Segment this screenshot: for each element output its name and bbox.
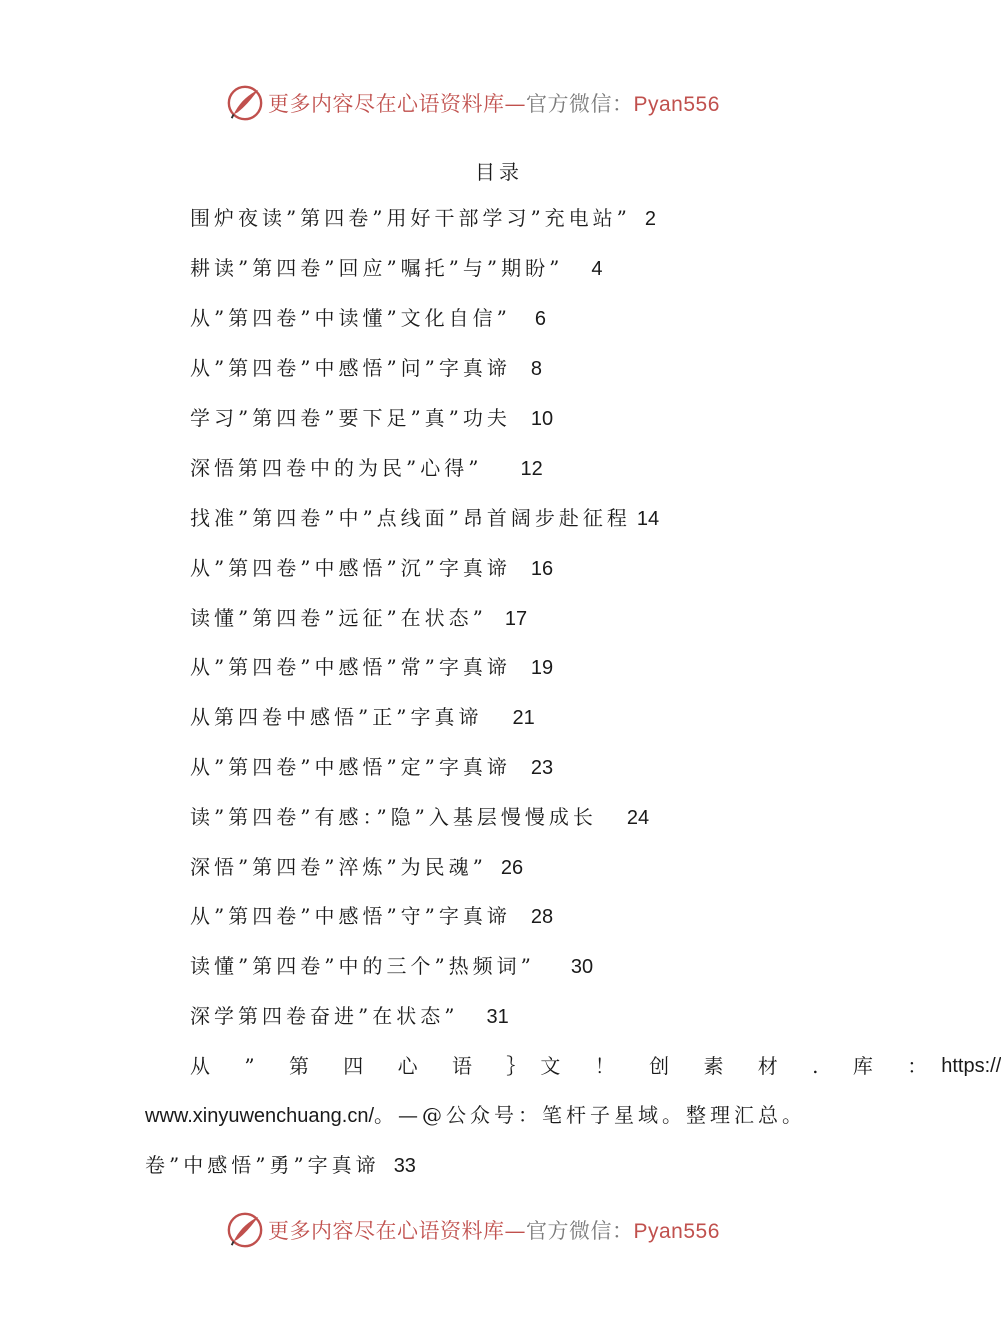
- toc-item[interactable]: [190, 702, 535, 732]
- toc-item-title: 读”第四卷”有感：”隐”入基层慢慢成长: [190, 805, 597, 829]
- toc-item-page: 16: [530, 558, 554, 580]
- toc-item[interactable]: [190, 652, 553, 682]
- toc-item-title: 读懂”第四卷”远征”在状态”: [190, 606, 487, 630]
- toc-item-title: 学习”第四卷”要下足”真”功夫: [190, 406, 511, 430]
- toc-item-page: 19: [530, 657, 554, 679]
- toc-item[interactable]: [190, 852, 523, 882]
- toc-item-title: 从”第四卷”中感悟”定”字真谛: [190, 755, 511, 779]
- quill-logo-icon: [226, 1211, 264, 1249]
- toc-item[interactable]: [190, 203, 656, 233]
- toc-item-page: 17: [504, 608, 528, 630]
- toc-item[interactable]: [190, 253, 602, 283]
- toc-item-page: 8: [530, 358, 543, 380]
- toc-title: 目录: [475, 160, 523, 184]
- toc-item-title: 从”第四卷”中感悟”问”字真谛: [190, 356, 511, 380]
- toc-item-page: 26: [500, 857, 524, 879]
- toc-item-title: 读懂”第四卷”中的三个”热频词”: [190, 954, 535, 978]
- toc-item[interactable]: [190, 1001, 509, 1031]
- header-wechat-label: 官方微信：: [526, 92, 634, 116]
- toc-item-last-text: 从 ” 第 四 心 语 ｝文 ！ 创 素 材 . 库 ：: [190, 1054, 942, 1078]
- toc-item-title: 耕读”第四卷”回应”嘱托”与”期盼”: [190, 256, 564, 280]
- toc-item-title: 深学第四卷奋进”在状态”: [190, 1004, 459, 1028]
- toc-item[interactable]: [190, 951, 593, 981]
- footer-text: 更多内容尽在心语资料库—: [268, 1219, 526, 1243]
- toc-item-title: 从”第四卷”中感悟”守”字真谛: [190, 904, 511, 928]
- toc-item-page: 30: [570, 956, 594, 978]
- toc-item-page: 31: [486, 1006, 509, 1028]
- toc-item-page: 4: [591, 258, 603, 280]
- toc-item[interactable]: [190, 802, 649, 832]
- toc-item-page: 28: [530, 906, 554, 928]
- footer-banner: [226, 1210, 726, 1250]
- toc-item-last-line2[interactable]: [145, 1100, 806, 1130]
- toc-item-title: 从”第四卷”中感悟”沉”字真谛: [190, 556, 511, 580]
- toc-item-page: 14: [636, 508, 660, 530]
- toc-item-title: 深悟”第四卷”淬炼”为民魂”: [190, 855, 487, 879]
- toc-item-title: 从第四卷中感悟”正”字真谛: [190, 705, 483, 729]
- toc-item-page: 12: [520, 458, 543, 480]
- toc-item-page: 10: [530, 408, 554, 430]
- header-banner-text: [268, 88, 720, 118]
- footer-banner-text: [268, 1215, 720, 1245]
- toc-item-last-text-rest: 。—@公众号：笔杆子星域。整理汇总。: [374, 1103, 807, 1127]
- toc-item-title: 从”第四卷”中感悟”常”字真谛: [190, 655, 511, 679]
- toc-item[interactable]: [190, 752, 553, 782]
- toc-item-title: 找准”第四卷”中”点线面”昂首阔步赴征程: [190, 506, 631, 530]
- toc-item-page: 2: [644, 208, 657, 230]
- toc-item[interactable]: [190, 553, 553, 583]
- toc-item-page: 21: [512, 707, 535, 729]
- toc-item-page: 33: [393, 1155, 416, 1177]
- toc-item[interactable]: [190, 353, 542, 383]
- toc-item[interactable]: [190, 901, 553, 931]
- toc-item[interactable]: [190, 603, 527, 633]
- toc-item[interactable]: [190, 453, 543, 483]
- quill-logo-icon: [226, 84, 264, 122]
- footer-wechat-label: 官方微信：: [526, 1219, 634, 1243]
- toc-item-last-url-start: https://: [941, 1055, 1001, 1077]
- toc-item[interactable]: [190, 403, 553, 433]
- toc-item-title: 深悟第四卷中的为民”心得”: [190, 456, 483, 480]
- toc-item[interactable]: [190, 503, 659, 533]
- toc-item-page: 6: [534, 308, 547, 330]
- toc-item-last-line1[interactable]: [190, 1051, 1001, 1081]
- footer-wechat-id: Pyan556: [633, 1220, 720, 1243]
- header-banner: [226, 83, 726, 123]
- toc-item-title: 从”第四卷”中读懂”文化自信”: [190, 306, 511, 330]
- toc-item-title: 围炉夜读”第四卷”用好干部学习”充电站”: [190, 206, 631, 230]
- toc-item-page: 23: [530, 757, 554, 779]
- header-text: 更多内容尽在心语资料库—: [268, 92, 526, 116]
- toc-item[interactable]: [190, 303, 546, 333]
- toc-item-last-line3[interactable]: [145, 1150, 416, 1180]
- toc-item-last-url: www.xinyuwenchuang.cn/: [145, 1105, 375, 1127]
- toc-item-page: 24: [626, 807, 650, 829]
- toc-item-last-title-end: 卷”中感悟”勇”字真谛: [145, 1153, 380, 1177]
- header-wechat-id: Pyan556: [633, 93, 720, 116]
